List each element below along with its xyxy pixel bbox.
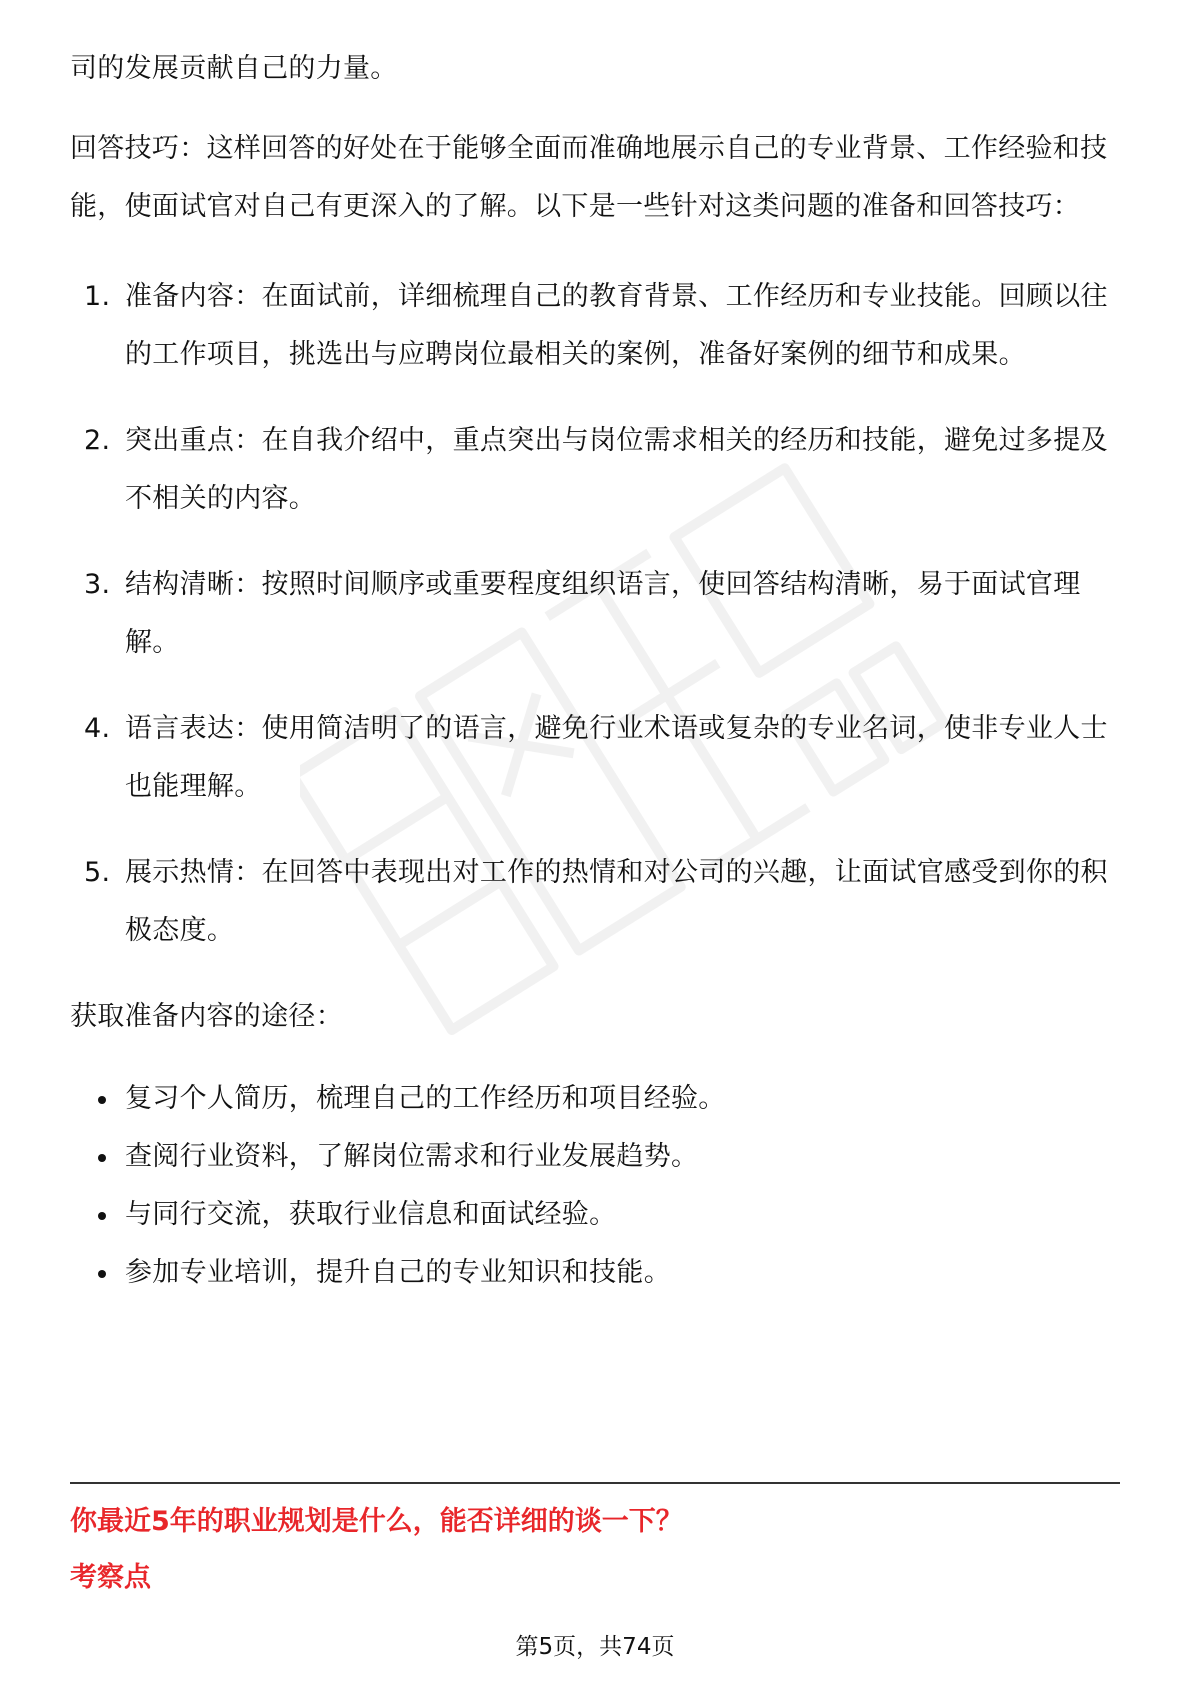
list-item-text: 语言表达：使用简洁明了的语言，避免行业术语或复杂的专业名词，使非专业人士也能理解。	[125, 713, 1108, 802]
list-number: 3.	[84, 569, 111, 600]
bullet-dot-icon	[98, 1096, 106, 1104]
continuation-paragraph: 司的发展贡献自己的力量。	[70, 53, 398, 84]
list-item	[70, 844, 1120, 960]
bullet-text: 查阅行业资料，了解岗位需求和行业发展趋势。	[125, 1141, 699, 1172]
section-divider	[70, 1482, 1120, 1484]
bullet-item	[70, 1244, 1120, 1302]
question-heading: 你最近5年的职业规划是什么，能否详细的谈一下？	[70, 1506, 683, 1537]
list-item-text: 结构清晰：按照时间顺序或重要程度组织语言，使回答结构清晰，易于面试官理解。	[125, 569, 1081, 658]
section-label: 考察点	[70, 1562, 151, 1593]
bullet-dot-icon	[98, 1212, 106, 1220]
list-item	[70, 268, 1120, 384]
bullet-text: 复习个人简历，梳理自己的工作经历和项目经验。	[125, 1083, 726, 1114]
sources-heading: 获取准备内容的途径：	[70, 1001, 343, 1032]
list-item	[70, 700, 1120, 816]
main-content	[70, 40, 1120, 1302]
list-number: 5.	[84, 857, 111, 888]
tips-list	[70, 268, 1120, 960]
sources-list	[70, 1070, 1120, 1302]
list-item-text: 突出重点：在自我介绍中，重点突出与岗位需求相关的经历和技能，避免过多提及不相关的内容。	[125, 425, 1108, 514]
list-number: 4.	[84, 713, 111, 744]
page-indicator: 第5页，共74页	[515, 1634, 675, 1660]
bullet-dot-icon	[98, 1270, 106, 1278]
bullet-text: 参加专业培训，提升自己的专业知识和技能。	[125, 1257, 671, 1288]
list-item	[70, 412, 1120, 528]
bullet-text: 与同行交流，获取行业信息和面试经验。	[125, 1199, 617, 1230]
list-item	[70, 556, 1120, 672]
list-item-text: 展示热情：在回答中表现出对工作的热情和对公司的兴趣，让面试官感受到你的积极态度。	[125, 857, 1108, 946]
bullet-item	[70, 1186, 1120, 1244]
bullet-item	[70, 1128, 1120, 1186]
list-number: 2.	[84, 425, 111, 456]
bullet-dot-icon	[98, 1154, 106, 1162]
answer-tips-paragraph: 回答技巧：这样回答的好处在于能够全面而准确地展示自己的专业背景、工作经验和技能，使面试官对自己有更深入的了解。以下是一些针对这类问题的准备和回答技巧：	[70, 133, 1108, 222]
list-item-text: 准备内容：在面试前，详细梳理自己的教育背景、工作经历和专业技能。回顾以往的工作项目，挑选出与应聘岗位最相关的案例，准备好案例的细节和成果。	[125, 281, 1108, 370]
list-number: 1.	[84, 281, 111, 312]
bullet-item	[70, 1070, 1120, 1128]
